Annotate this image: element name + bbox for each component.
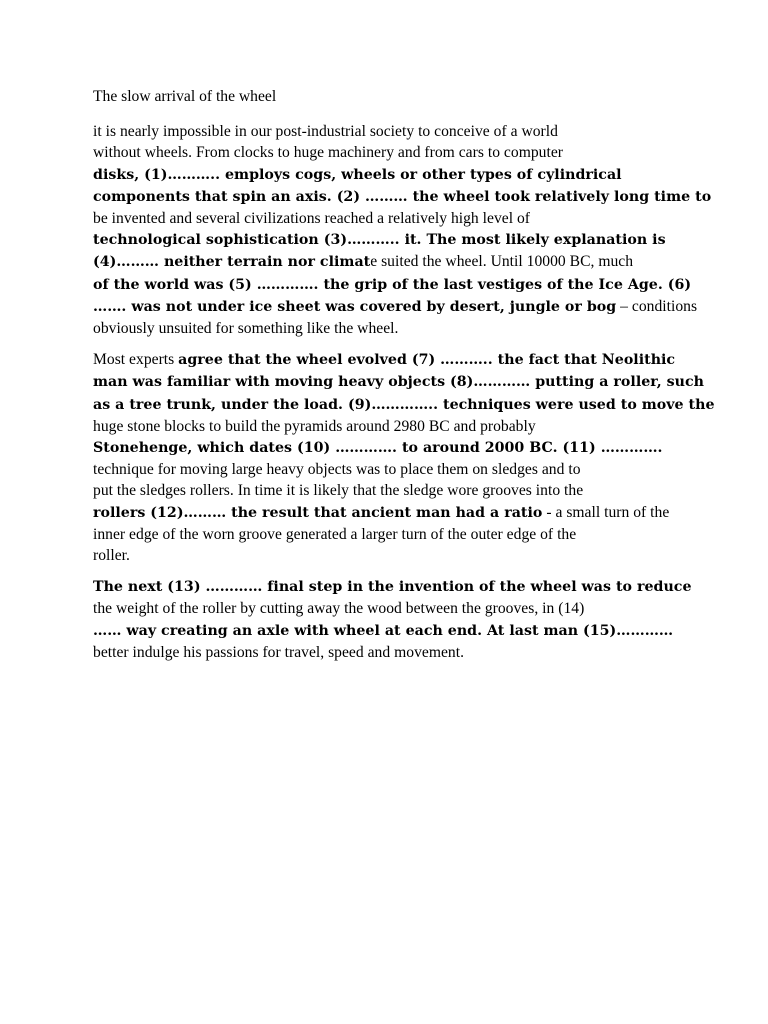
- bold-text-segment: disks, (1)……….. employs cogs, wheels or other types of cylindrical: [93, 166, 622, 183]
- text-line: [93, 437, 683, 459]
- text-line: [93, 480, 683, 501]
- paragraph-container: [93, 121, 715, 663]
- text-segment: be invented and several civilizations reached a relatively high level of: [93, 210, 531, 228]
- text-line: [93, 186, 712, 208]
- text-segment: – conditions: [616, 297, 698, 315]
- bold-text-segment: technological sophistication (3)……….. it. The most likely explanation is: [93, 232, 666, 249]
- bold-text-segment: (4)……… neither terrain nor climat: [93, 254, 371, 271]
- text-line: [93, 229, 683, 251]
- text-line: [93, 164, 683, 186]
- text-line: [93, 576, 692, 598]
- text-line: [93, 524, 683, 545]
- text-line: [93, 545, 683, 566]
- document-title: The slow arrival of the wheel: [93, 88, 277, 105]
- paragraph-2: [93, 349, 715, 566]
- document-body: [93, 86, 715, 673]
- text-segment: the weight of the roller by cutting away the wood between the grooves, in (14): [93, 600, 585, 618]
- text-segment: huge stone blocks to build the pyramids around 2980 BC and probably: [93, 417, 536, 435]
- bold-text-segment: as a tree trunk, under the load. (9)………….. techniques were used to move the: [93, 396, 715, 413]
- text-segment: roller.: [93, 547, 130, 565]
- bold-text-segment: rollers (12)……… the result that ancient man had a ratio: [93, 504, 543, 521]
- text-segment: put the sledges rollers. In time it is likely that the sledge wore grooves into the: [93, 482, 584, 500]
- bold-text-segment: agree that the wheel evolved (7) ……….. the fact that Neolithic: [178, 352, 676, 369]
- text-segment: technique for moving large heavy objects was to place them on sledges and to: [93, 461, 581, 479]
- text-line: [93, 274, 692, 296]
- bold-text-segment: ……. was not under ice sheet was covered by desert, jungle or bog: [93, 298, 617, 315]
- paragraph-3: [93, 576, 692, 663]
- text-line: [93, 642, 683, 663]
- text-line: [93, 416, 683, 437]
- text-line: [93, 394, 715, 416]
- text-line: [93, 502, 683, 524]
- bold-text-segment: …… way creating an axle with wheel at each end. At last man (15)…………: [93, 622, 674, 639]
- text-segment: it is nearly impossible in our post-industrial society to conceive of a world: [93, 123, 558, 141]
- text-line: [93, 296, 698, 318]
- bold-text-segment: man was familiar with moving heavy objects (8)………… putting a roller, such: [93, 374, 704, 391]
- text-segment: inner edge of the worn groove generated a larger turn of the outer edge of the: [93, 525, 577, 543]
- text-line: [93, 121, 683, 142]
- text-line: [93, 251, 683, 273]
- text-line: [93, 459, 683, 480]
- bold-text-segment: Stonehenge, which dates (10) …………. to around 2000 BC. (11) ………….: [93, 440, 663, 457]
- text-segment: e suited the wheel. Until 10000 BC, much: [370, 253, 634, 271]
- bold-text-segment: of the world was (5) …………. the grip of the last vestiges of the Ice Age. (6): [93, 276, 692, 293]
- text-line: [93, 620, 683, 642]
- bold-text-segment: The next (13) ………… final step in the invention of the wheel was to reduce: [93, 579, 692, 596]
- text-line: [93, 208, 683, 229]
- text-line: [93, 349, 683, 371]
- bold-text-segment: components that spin an axis. (2) ……… the wheel took relatively long time to: [93, 188, 712, 205]
- text-segment: better indulge his passions for travel, speed and movement.: [93, 643, 465, 661]
- text-segment: obviously unsuited for something like the wheel.: [93, 320, 399, 338]
- paragraph-1: [93, 121, 712, 339]
- text-line: [93, 142, 683, 163]
- text-segment: Most experts: [93, 351, 179, 369]
- text-segment: without wheels. From clocks to huge machinery and from cars to computer: [93, 144, 563, 162]
- text-line: [93, 371, 704, 393]
- text-line: [93, 598, 683, 619]
- text-line: [93, 318, 683, 339]
- text-segment: - a small turn of the: [542, 503, 670, 521]
